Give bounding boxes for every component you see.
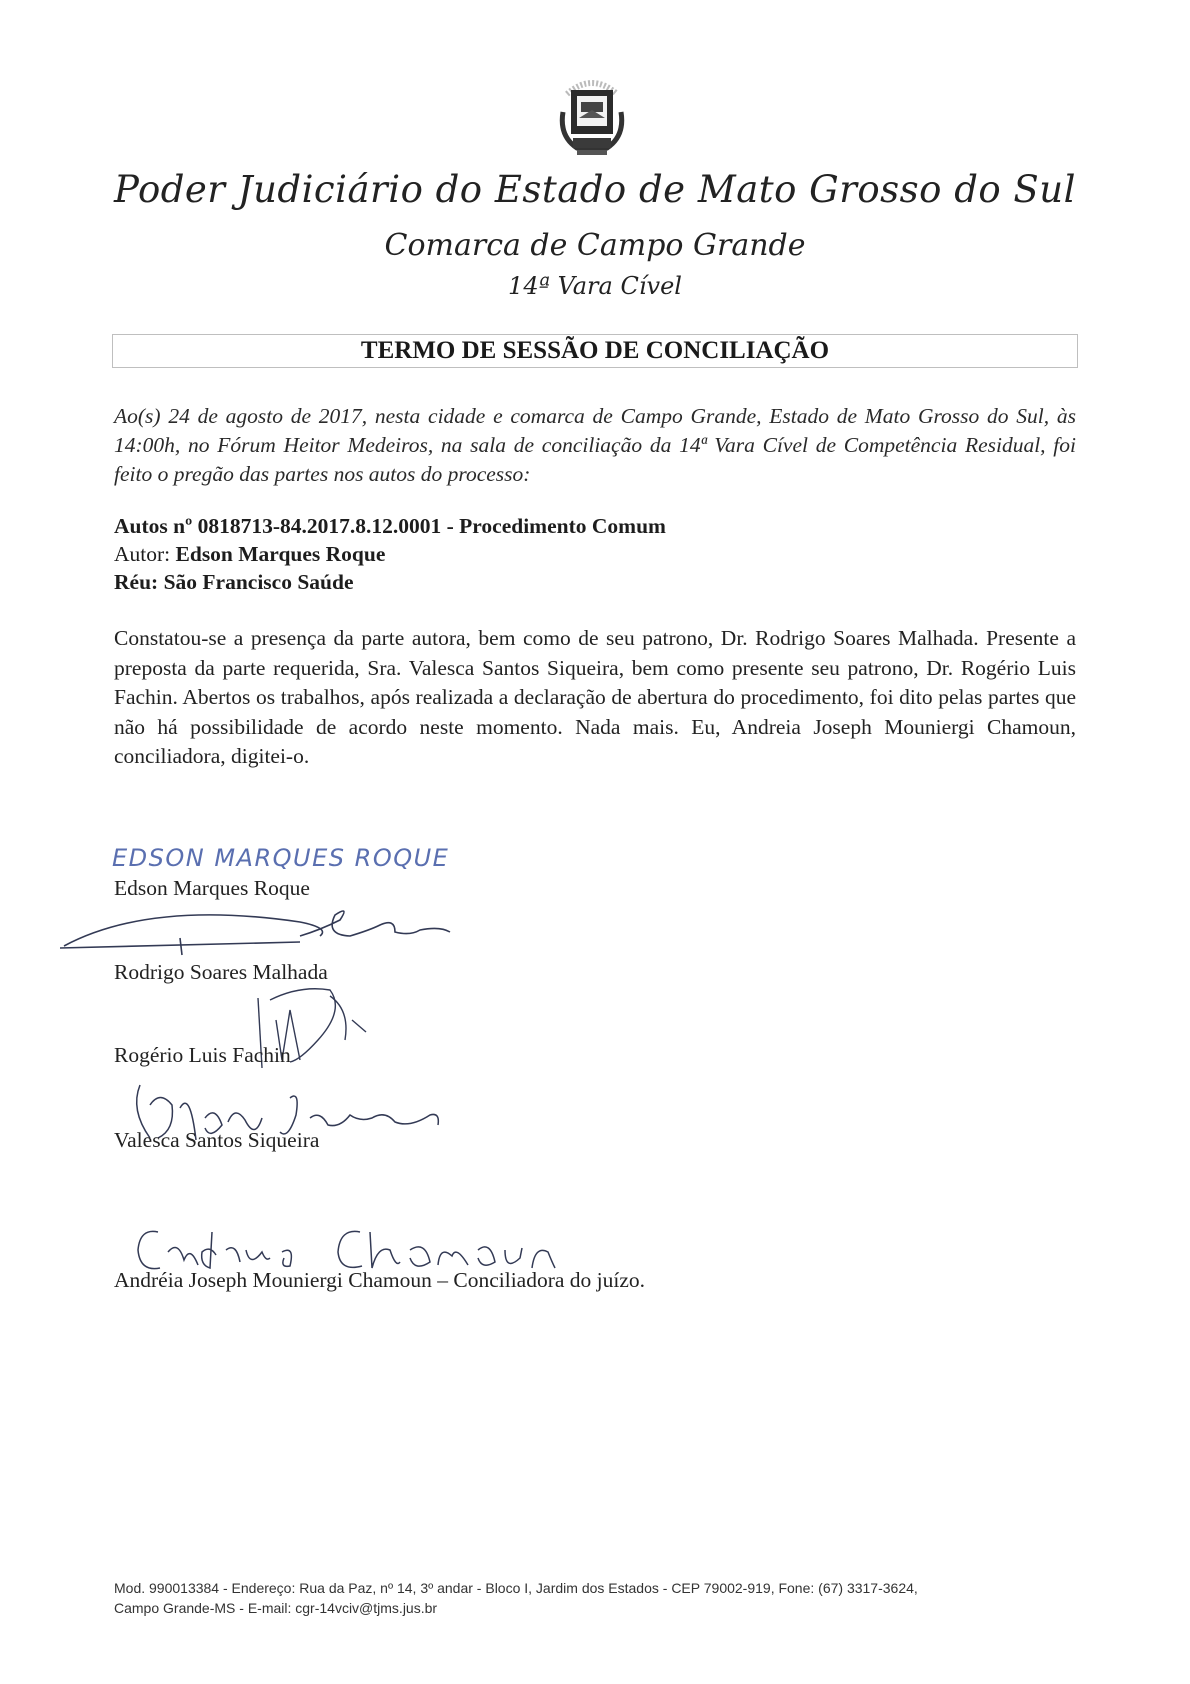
document-title: TERMO DE SESSÃO DE CONCILIAÇÃO: [360, 337, 830, 364]
footer-contact: Campo Grande-MS - E-mail: cgr-14vciv@tjms.jus.br: [114, 1600, 438, 1616]
signature-name-conciliator: Andréia Joseph Mouniergi Chamoun – Conciliadora do juízo.: [114, 1268, 646, 1292]
intro-paragraph: Ao(s) 24 de agosto de 2017, nesta cidade e comarca de Campo Grande, Estado de Mato Grosso do Sul, às 14:00h, no Fórum Heitor Medeiros, na sala de conciliação da 14ª Vara Cível de Competência Residual, foi feito o pregão das partes nos autos do processo:: [114, 404, 1076, 486]
header-court-division: 14ª Vara Cível: [508, 272, 682, 300]
defendant-label: Réu:: [114, 570, 159, 594]
header-district: Comarca de Campo Grande: [384, 228, 806, 263]
author-name: Edson Marques Roque: [175, 542, 386, 566]
author-label: Autor:: [114, 542, 171, 566]
defendant-name: São Francisco Saúde: [163, 570, 354, 594]
signature-name-author-lawyer: Rodrigo Soares Malhada: [114, 960, 328, 984]
signature-name-defendant-lawyer: Rogério Luis Fachin: [114, 1043, 291, 1067]
footer: [114, 1578, 1074, 1618]
handwritten-author-name: EDSON MARQUES ROQUE: [112, 844, 450, 872]
signature-rodrigo-scribble: [60, 911, 450, 955]
footer-address: Mod. 990013384 - Endereço: Rua da Paz, nº 14, 3º andar - Bloco I, Jardim dos Estados - CEP 79002-919, Fone: (67) 3317-3624,: [114, 1580, 918, 1596]
case-number: Autos nº 0818713-84.2017.8.12.0001 - Procedimento Comum: [114, 514, 666, 538]
signature-name-defendant-representative: Valesca Santos Siqueira: [114, 1128, 320, 1152]
session-paragraph: Constatou-se a presença da parte autora, bem como de seu patrono, Dr. Rodrigo Soares Malhada. Presente a preposta da parte requerida, Sra. Valesca Santos Siqueira, bem como presente seu patrono, Dr. Rogério Luis Fachin. Abertos os trabalhos, após realizada a declaração de abertura do procedimento, foi dito pelas partes que não há possibilidade de acordo neste momento. Nada mais. Eu, Andreia Joseph Mouniergi Chamoun, conciliadora, digitei-o.: [114, 626, 1076, 768]
header-court-name: Poder Judiciário do Estado de Mato Grosso do Sul: [114, 168, 1076, 211]
signature-name-author: Edson Marques Roque: [114, 876, 310, 900]
signature-andreia-scribble: [138, 1231, 555, 1268]
